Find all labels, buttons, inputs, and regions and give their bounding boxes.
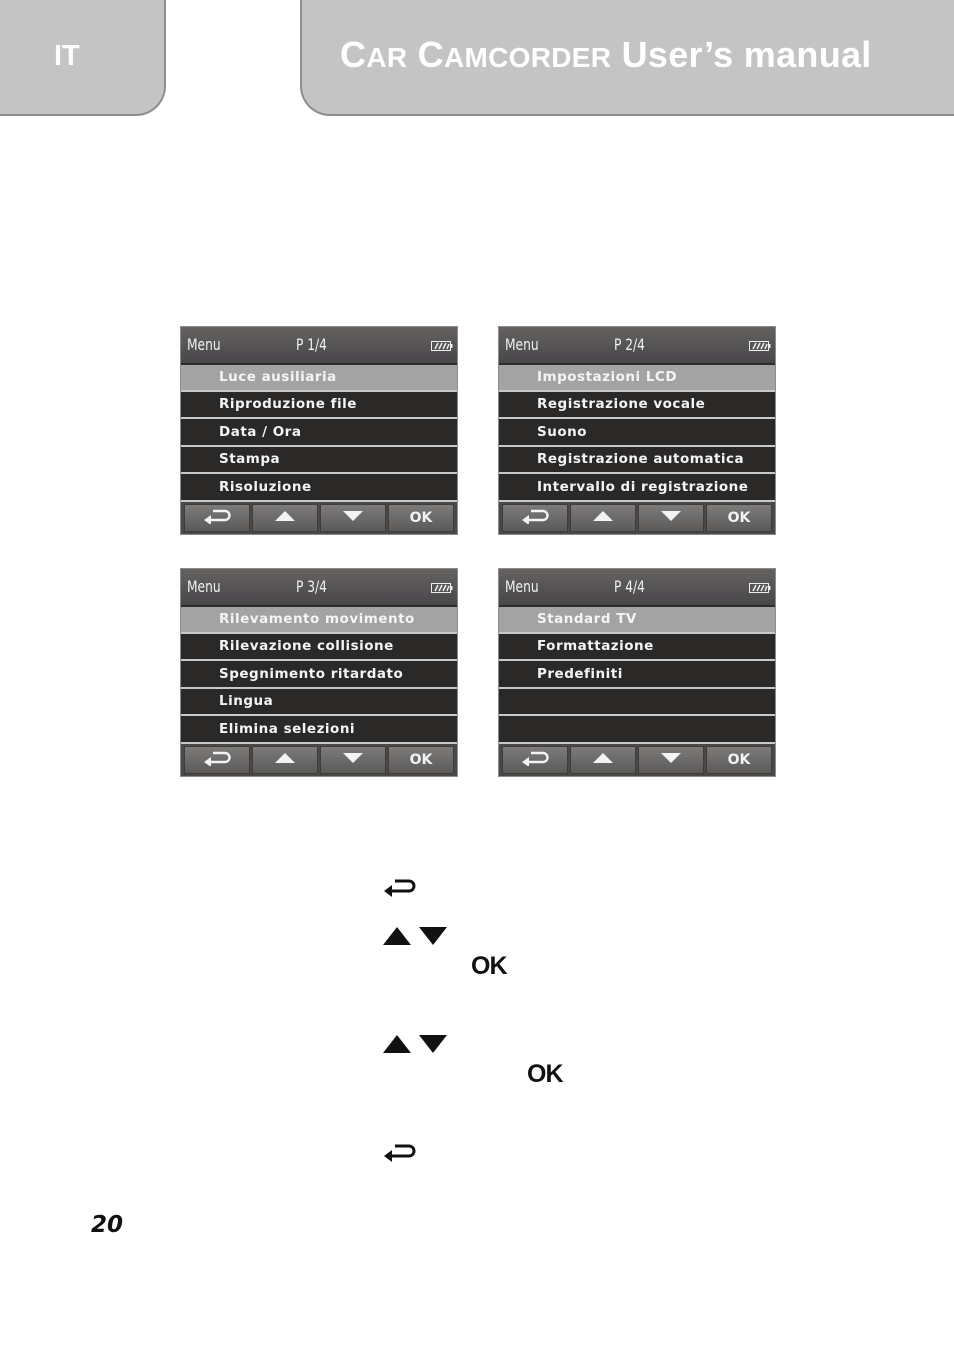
back-button[interactable] [184,746,250,774]
back-icon [203,508,231,528]
back-icon [521,508,549,528]
menu-screen-2 [498,326,776,535]
back-button[interactable] [184,504,250,532]
up-button[interactable] [252,746,318,774]
language-tab [0,0,166,116]
menu-item[interactable] [181,689,457,716]
header-banner [300,0,954,116]
up-arrow-icon [274,510,296,526]
down-arrow-icon [418,926,448,946]
up-arrow-icon [382,1034,412,1054]
menu-header [499,327,775,363]
up-arrow-icon [274,752,296,768]
ok-button[interactable]: OK [388,504,454,532]
menu-label: Menu [505,577,539,596]
ok-symbol: OK [527,1060,563,1088]
down-arrow-icon [342,510,364,526]
menu-item[interactable] [181,607,457,634]
manual-title: CAR CAMCORDER User’s manual [340,34,872,75]
ok-button[interactable]: OK [706,504,772,532]
menu-item[interactable] [181,447,457,474]
menu-item[interactable] [499,634,775,661]
battery-icon [749,336,771,346]
menu-screen-4 [498,568,776,777]
button-bar [181,744,457,776]
page-indicator: P 2/4 [614,335,645,354]
menu-label: Menu [505,335,539,354]
ok-symbol: OK [471,952,507,980]
up-button[interactable] [252,504,318,532]
menu-item[interactable] [499,365,775,392]
down-button[interactable] [320,504,386,532]
menu-header [499,569,775,605]
up-button[interactable] [570,504,636,532]
menu-screen-1 [180,326,458,535]
menu-item-label: Stampa [219,451,281,468]
menu-item-label: Registrazione vocale [537,396,706,413]
battery-icon [749,578,771,588]
down-button[interactable] [320,746,386,774]
button-bar [499,744,775,776]
menu-item-label: Standard TV [537,611,637,627]
menu-item[interactable] [499,662,775,689]
menu-item[interactable] [499,475,775,502]
button-bar [499,502,775,534]
menu-item-label: Suono [537,423,587,440]
back-button[interactable] [502,746,568,774]
menu-header [181,327,457,363]
back-icon [382,877,416,899]
menu-item-label: Impostazioni LCD [537,369,678,385]
menu-item-label: Predefiniti [537,665,623,682]
menu-item-label: Data / Ora [219,423,302,440]
ok-button[interactable]: OK [706,746,772,774]
menu-item[interactable] [499,607,775,634]
menu-item[interactable] [499,689,775,716]
menu-item-label: Riproduzione file [219,396,357,413]
menu-item-label: Formattazione [537,638,654,655]
menu-item[interactable] [499,392,775,419]
up-arrow-icon [592,510,614,526]
menu-item-label: Elimina selezioni [219,720,356,737]
menu-item[interactable] [181,662,457,689]
page-number: 20 [91,1212,124,1238]
menu-item[interactable] [181,475,457,502]
menu-item[interactable] [499,447,775,474]
menu-item-label: Luce ausiliaria [219,369,337,385]
menu-item[interactable] [181,634,457,661]
menu-item[interactable] [181,717,457,744]
menu-item[interactable] [499,717,775,744]
up-arrow-icon [592,752,614,768]
button-bar [181,502,457,534]
menu-header [181,569,457,605]
menu-item-label: Spegnimento ritardato [219,665,404,682]
menu-item-label: Rilevamento movimento [219,611,415,627]
menu-label: Menu [187,577,221,596]
back-icon [382,1142,416,1164]
menu-item[interactable] [181,392,457,419]
menu-item[interactable] [181,420,457,447]
language-label: IT [54,40,80,72]
menu-item-label: Registrazione automatica [537,451,745,468]
down-arrow-icon [342,752,364,768]
down-arrow-icon [660,510,682,526]
down-arrow-icon [660,752,682,768]
down-button[interactable] [638,746,704,774]
down-arrow-icon [418,1034,448,1054]
menu-item-label: Risoluzione [219,478,312,495]
back-button[interactable] [502,504,568,532]
page-indicator: P 4/4 [614,577,645,596]
page-indicator: P 1/4 [296,335,327,354]
battery-icon [431,336,453,346]
battery-icon [431,578,453,588]
back-icon [521,750,549,770]
back-icon [203,750,231,770]
menu-item-label: Intervallo di registrazione [537,478,749,495]
menu-label: Menu [187,335,221,354]
menu-item-label: Rilevazione collisione [219,638,394,655]
menu-item[interactable] [499,420,775,447]
menu-item[interactable] [181,365,457,392]
down-button[interactable] [638,504,704,532]
up-arrow-icon [382,926,412,946]
ok-button[interactable]: OK [388,746,454,774]
up-button[interactable] [570,746,636,774]
menu-screen-3 [180,568,458,777]
page-indicator: P 3/4 [296,577,327,596]
menu-item-label: Lingua [219,693,274,710]
